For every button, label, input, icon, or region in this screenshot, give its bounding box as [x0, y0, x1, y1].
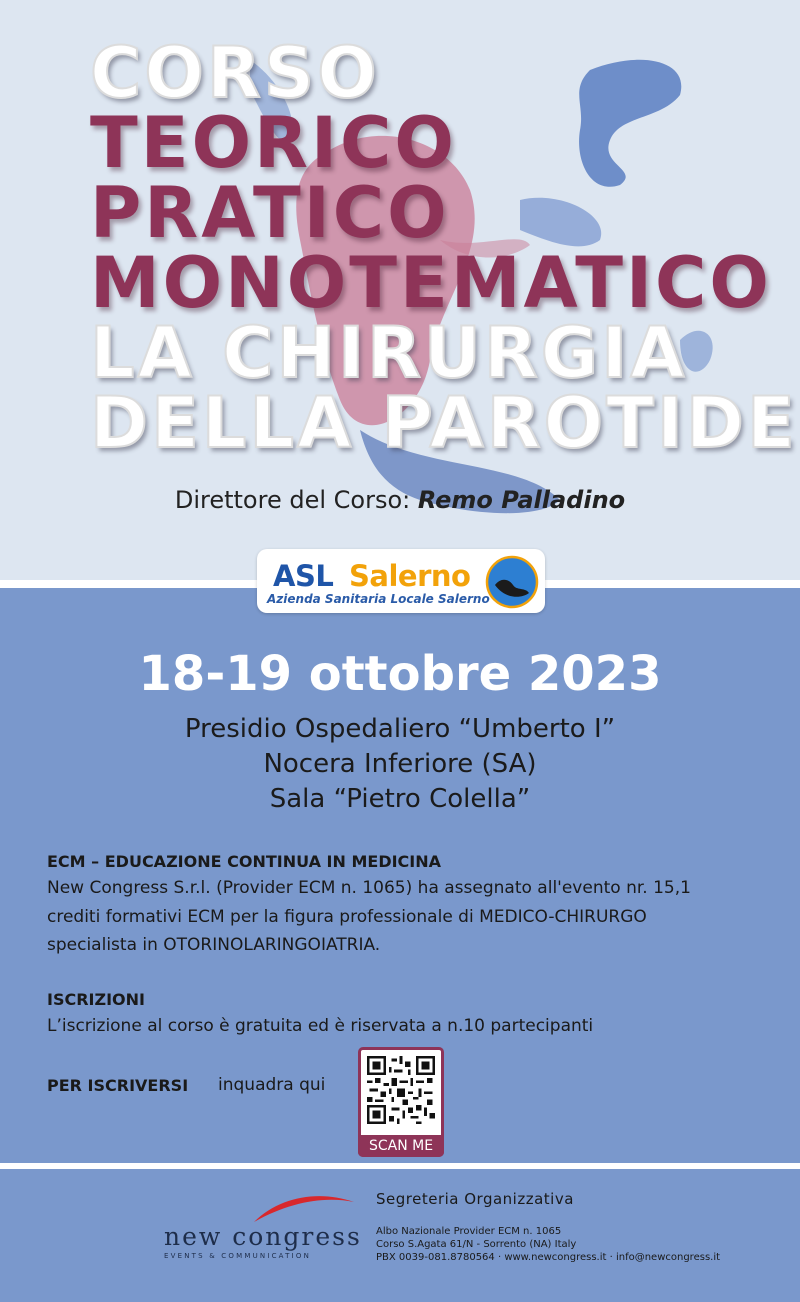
title-line-2: TEORICO: [90, 102, 457, 184]
header-area: [0, 0, 800, 580]
ecm-heading: ECM – EDUCAZIONE CONTINUA IN MEDICINA: [47, 852, 442, 871]
register-hint: inquadra qui: [218, 1075, 326, 1095]
venue-line-3: Sala “Pietro Colella”: [269, 784, 531, 814]
qr-code-icon: [367, 1056, 435, 1124]
secretariat-line-2: Corso S.Agata 61/N - Sorrento (NA) Italy: [376, 1239, 577, 1250]
venue-line-2: Nocera Inferiore (SA): [263, 749, 537, 779]
title-line-3: PRATICO: [90, 172, 450, 254]
title-line-6: DELLA PAROTIDE: [90, 382, 798, 464]
new-congress-logo: [160, 1190, 360, 1270]
venue-line-1: Presidio Ospedaliero “Umberto I”: [184, 714, 616, 744]
logo-swoosh-icon: [250, 1190, 360, 1226]
iscrizioni-heading: ISCRIZIONI: [47, 990, 145, 1009]
event-date: 18-19 ottobre 2023: [138, 646, 662, 702]
logo-name: new congress: [164, 1222, 362, 1251]
director-label: Direttore del Corso:: [174, 486, 411, 514]
divider-bottom: [0, 1163, 800, 1169]
iscrizioni-text: L’iscrizione al corso è gratuita ed è riservata a n.10 partecipanti: [47, 1016, 594, 1036]
director-name: Remo Palladino: [417, 486, 626, 514]
register-label: PER ISCRIVERSI: [47, 1076, 189, 1095]
logo-tagline: EVENTS & COMMUNICATION: [164, 1252, 312, 1260]
asl-salerno-logo: [257, 549, 545, 613]
asl-logo-word-salerno: Salerno: [349, 559, 471, 593]
secretariat-line-3: PBX 0039-081.8780564 · www.newcongress.it · info@newcongress.it: [376, 1252, 721, 1263]
ecm-text-line-3: specialista in OTORINOLARINGOIATRIA.: [47, 935, 381, 955]
registration-qr-code[interactable]: [358, 1047, 444, 1157]
ecm-text-line-1: New Congress S.r.l. (Provider ECM n. 1065) ha assegnato all'evento nr. 15,1: [47, 878, 691, 898]
secretariat-title: Segreteria Organizzativa: [376, 1190, 574, 1208]
title-line-1: CORSO: [90, 32, 380, 114]
title-line-5: LA CHIRURGIA: [90, 312, 688, 394]
secretariat-line-1: Albo Nazionale Provider ECM n. 1065: [376, 1226, 562, 1237]
qr-scan-caption: SCAN ME: [358, 1135, 444, 1157]
ecm-text-line-2: crediti formativi ECM per la figura professionale di MEDICO-CHIRURGO: [47, 907, 647, 927]
course-director: [0, 486, 800, 514]
asl-logo-word-asl: ASL: [273, 559, 334, 593]
asl-logo-subtitle: Azienda Sanitaria Locale Salerno: [267, 592, 490, 606]
asl-globe-icon: [485, 555, 539, 609]
title-line-4: MONOTEMATICO: [90, 242, 772, 324]
